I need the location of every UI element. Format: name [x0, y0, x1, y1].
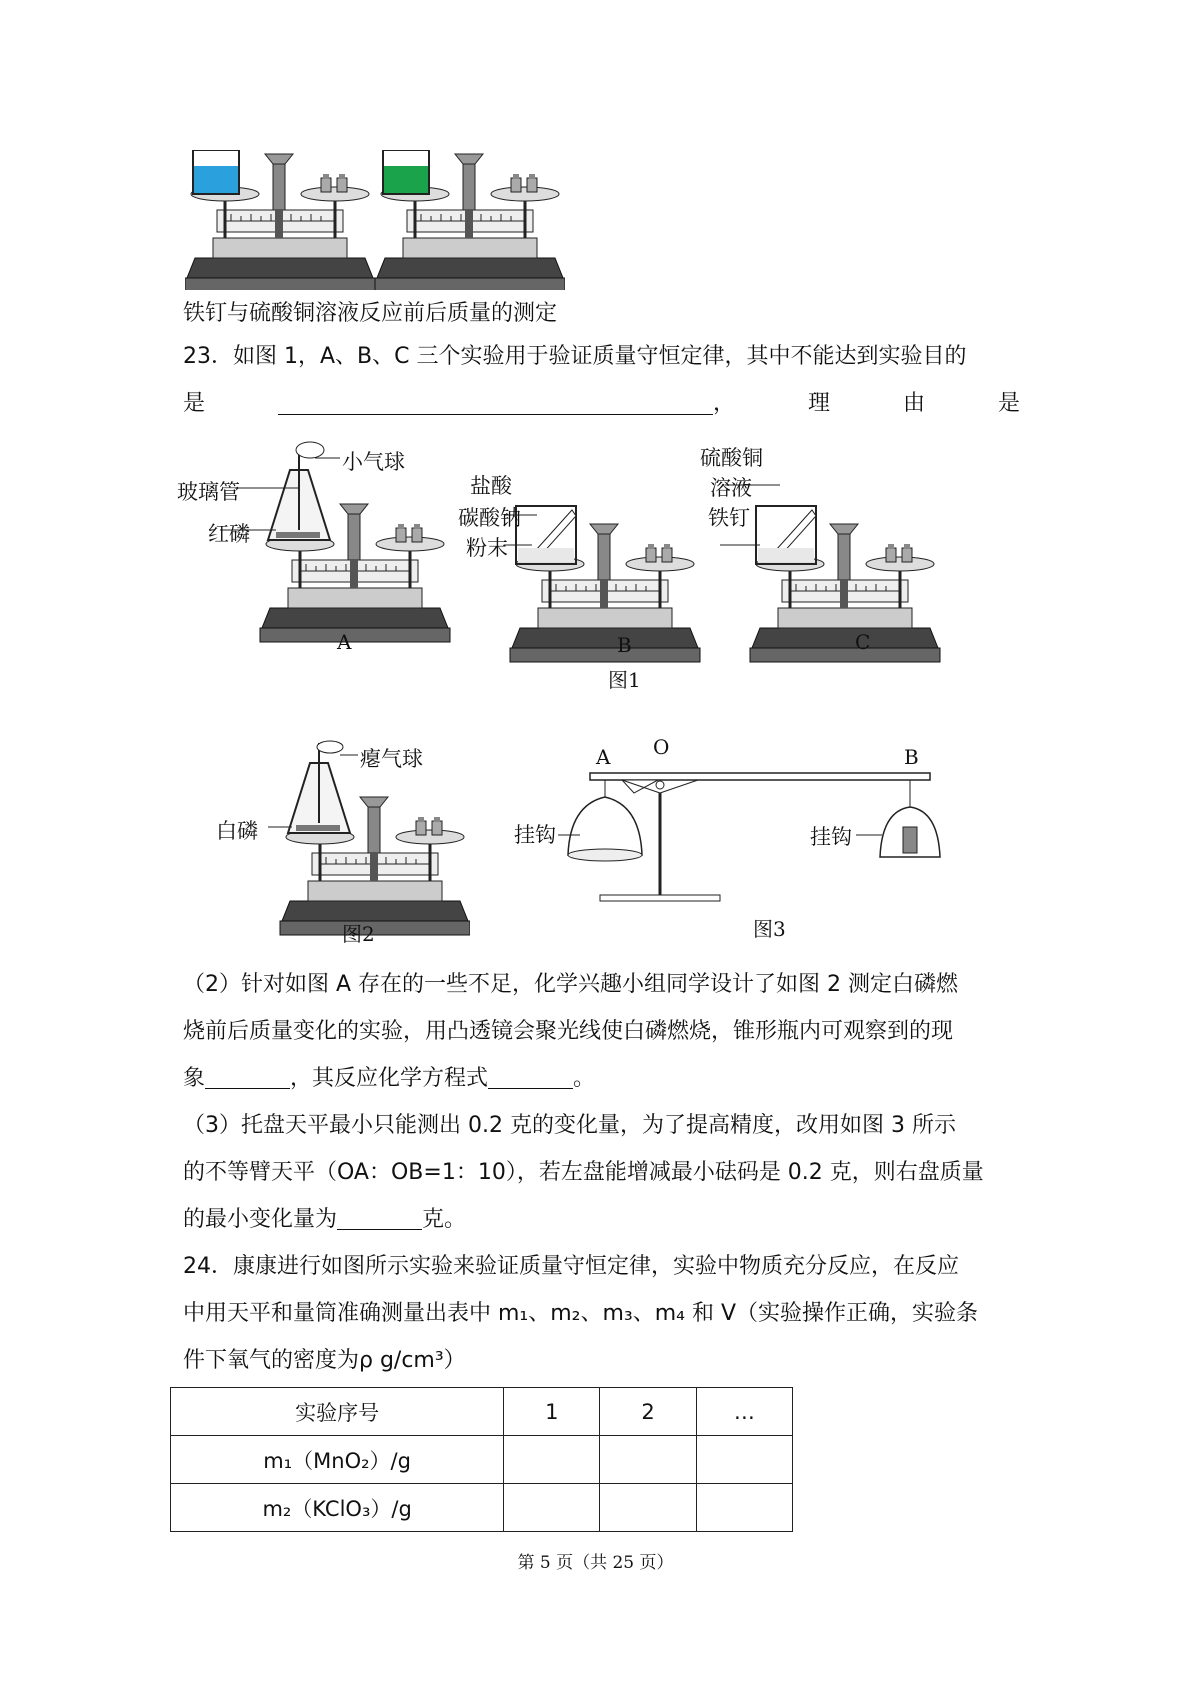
table-cell[interactable] — [696, 1484, 792, 1532]
q23-reason-1: 理 — [808, 391, 831, 416]
label-solution: 溶液 — [710, 476, 752, 500]
table-cell[interactable] — [504, 1436, 600, 1484]
part3-text-b: 克。 — [422, 1207, 467, 1232]
lever-beam — [590, 773, 930, 780]
label-deflated-balloon: 瘪气球 — [360, 747, 423, 771]
label-white-phosphorus: 白磷 — [216, 819, 258, 843]
blue-solution — [194, 166, 238, 193]
part2-line1: （2）针对如图 A 存在的一些不足，化学兴趣小组同学设计了如图 2 测定白磷燃 — [183, 972, 959, 997]
q23-line2-start: 是 — [183, 391, 206, 416]
figure-1 — [177, 440, 980, 700]
table-header-cell: 实验序号 — [171, 1388, 504, 1436]
table-cell[interactable] — [504, 1484, 600, 1532]
label-hydrochloric-acid: 盐酸 — [470, 474, 512, 498]
top-caption: 铁钉与硫酸铜溶液反应前后质量的测定 — [183, 301, 558, 326]
label-hook-left: 挂钩 — [514, 823, 556, 847]
table-row-label: m₂（KClO₃）/g — [171, 1484, 504, 1532]
part2-text-a: 象 — [183, 1066, 206, 1091]
page-footer: 第 5 页（共 25 页） — [517, 1553, 674, 1573]
q24-line3: 件下氧气的密度为ρ g/cm³） — [183, 1348, 466, 1373]
table-header-cell: 2 — [600, 1388, 696, 1436]
label-red-phosphorus: 红磷 — [208, 522, 250, 546]
figure-3 — [510, 735, 970, 950]
figure-1-caption: 图1 — [608, 668, 641, 692]
table-cell[interactable] — [696, 1436, 792, 1484]
point-o: O — [653, 735, 670, 759]
part3-line3 — [183, 1198, 466, 1242]
answer-blank-experiment[interactable] — [278, 392, 713, 415]
label-sodium-carbonate: 碳酸钠 — [458, 506, 521, 530]
table-row-label: m₁（MnO₂）/g — [171, 1436, 504, 1484]
table-row — [171, 1484, 793, 1532]
part3-line1: （3）托盘天平最小只能测出 0.2 克的变化量，为了提高精度，改用如图 3 所示 — [183, 1113, 956, 1138]
letter-c: C — [855, 630, 871, 654]
q24-line2: 中用天平和量筒准确测量出表中 m₁、m₂、m₃、m₄ 和 V（实验操作正确，实验条 — [183, 1301, 979, 1326]
part3-text-a: 的最小变化量为 — [183, 1207, 338, 1232]
q23-line1: 23．如图 1，A、B、C 三个实验用于验证质量守恒定律，其中不能达到实验目的 — [183, 344, 967, 369]
part2-line3 — [183, 1057, 595, 1101]
test-tube-c — [776, 510, 816, 554]
point-b: B — [904, 745, 919, 769]
q23-comma: ， — [713, 391, 736, 416]
letter-b: B — [617, 633, 632, 657]
answer-blank-mass[interactable] — [337, 1207, 422, 1230]
label-small-balloon: 小气球 — [342, 450, 405, 474]
label-powder: 粉末 — [466, 536, 508, 560]
table-header-cell: 1 — [504, 1388, 600, 1436]
label-copper-sulfate: 硫酸铜 — [700, 446, 763, 470]
top-figure — [185, 150, 565, 290]
experiment-table — [170, 1387, 793, 1532]
table-header-row — [171, 1388, 793, 1436]
q23-line2 — [183, 382, 1023, 426]
table-header-cell: … — [696, 1388, 792, 1436]
part3-line2: 的不等臂天平（OA：OB=1：10），若左盘能增减最小砝码是 0.2 克，则右盘质量 — [183, 1160, 984, 1185]
part2-text-c: 。 — [573, 1066, 596, 1091]
table-cell[interactable] — [600, 1436, 696, 1484]
figure-2-caption: 图2 — [342, 922, 375, 946]
part2-text-b: ，其反应化学方程式 — [290, 1066, 489, 1091]
q23-reason-2: 由 — [903, 391, 926, 416]
letter-a: A — [337, 630, 352, 654]
test-tube-b — [536, 510, 576, 554]
figure-2 — [210, 735, 470, 950]
table-row — [171, 1436, 793, 1484]
label-hook-right: 挂钩 — [810, 825, 852, 849]
answer-blank-phenomenon[interactable] — [205, 1066, 290, 1089]
table-cell[interactable] — [600, 1484, 696, 1532]
left-bell-jar — [568, 797, 642, 855]
label-glass-tube: 玻璃管 — [177, 480, 240, 504]
figure-3-caption: 图3 — [753, 917, 786, 941]
point-a: A — [596, 745, 611, 769]
q23-reason-3: 是 — [998, 391, 1021, 416]
green-solution — [384, 166, 428, 193]
label-iron-nail: 铁钉 — [708, 506, 750, 530]
q24-line1: 24．康康进行如图所示实验来验证质量守恒定律，实验中物质充分反应，在反应 — [183, 1254, 959, 1279]
answer-blank-equation[interactable] — [488, 1066, 573, 1089]
part2-line2: 烧前后质量变化的实验，用凸透镜会聚光线使白磷燃烧，锥形瓶内可观察到的现 — [183, 1019, 954, 1044]
